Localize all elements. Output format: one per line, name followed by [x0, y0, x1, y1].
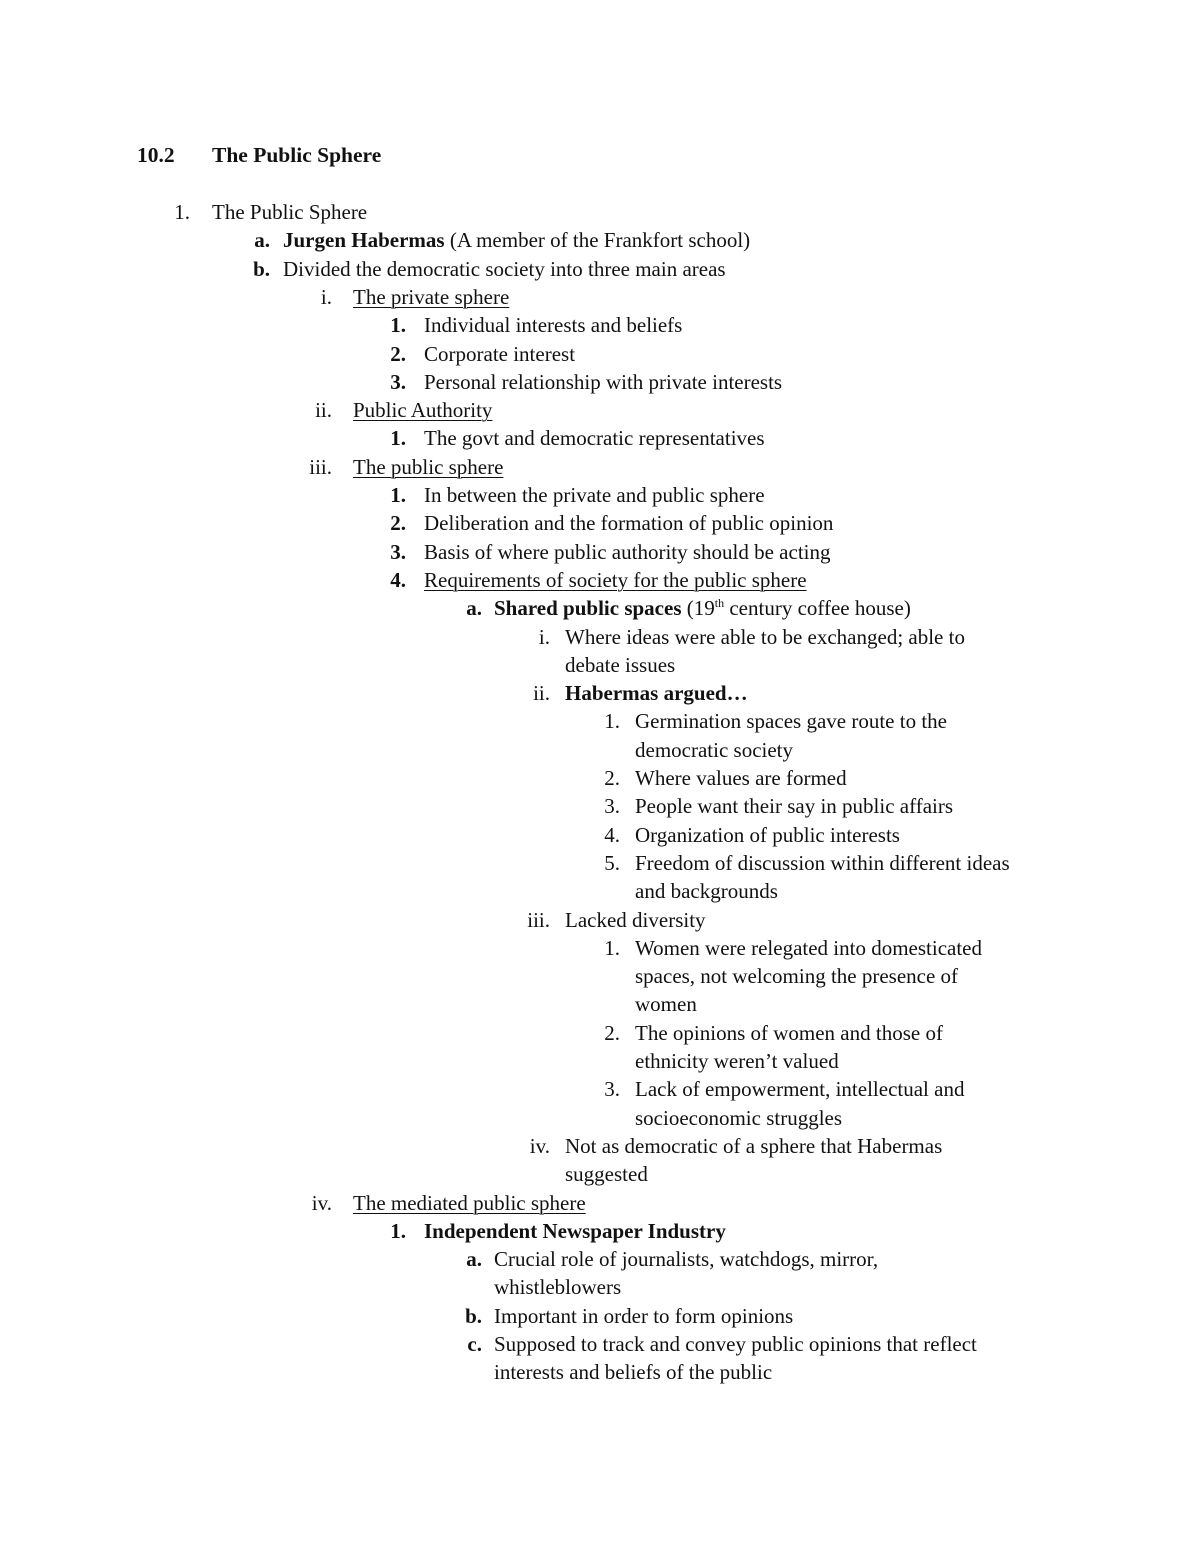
outline-text [424, 538, 831, 566]
outline-marker: 1. [390, 313, 406, 338]
outline-marker: iii. [309, 454, 332, 479]
outline-item [0, 1330, 1200, 1358]
text-segment: Women were relegated into domesticated [635, 935, 983, 960]
outline-item [0, 679, 1200, 707]
outline-item [0, 1075, 1200, 1103]
text-segment: The govt and democratic representatives [424, 426, 765, 451]
outline-item [0, 424, 1200, 452]
outline-item [0, 368, 1200, 396]
text-segment: Basis of where public authority should be acting [424, 539, 831, 564]
outline-marker: 2. [390, 511, 406, 536]
outline-item [0, 1273, 1200, 1301]
text-segment: Germination spaces gave route to the [635, 709, 947, 734]
outline-marker: a. [466, 596, 482, 621]
text-segment: Lacked diversity [565, 907, 706, 932]
outline-text [635, 962, 958, 990]
text-segment: Habermas argued… [565, 681, 748, 706]
text-segment: debate issues [565, 652, 676, 677]
text-segment: Public Authority [353, 398, 493, 423]
text-segment: The Public Sphere [212, 200, 368, 224]
outline-text [635, 1104, 842, 1132]
text-segment: The private sphere [353, 284, 510, 309]
outline-marker: 1. [390, 1218, 406, 1243]
text-segment: and backgrounds [635, 879, 778, 904]
outline-item [0, 1047, 1200, 1075]
outline-text [635, 764, 847, 792]
outline-text [635, 849, 1010, 877]
outline-text [353, 1189, 586, 1217]
outline-marker: 1. [390, 426, 406, 451]
outline-item [0, 481, 1200, 509]
outline-marker: 2. [390, 341, 406, 366]
outline-text [353, 396, 492, 424]
outline-marker: a. [466, 1247, 482, 1272]
outline-text [565, 1160, 648, 1188]
outline-text [424, 481, 765, 509]
outline-item [0, 311, 1200, 339]
outline-item [0, 623, 1200, 651]
text-segment: Important in order to form opinions [494, 1303, 794, 1328]
outline-marker: 2. [604, 766, 620, 790]
outline-item [0, 792, 1200, 820]
outline-item [0, 1189, 1200, 1217]
outline-marker: 3. [390, 539, 406, 564]
outline-item [0, 1358, 1200, 1386]
outline-text [565, 1132, 942, 1160]
outline-item [0, 764, 1200, 792]
text-segment: Organization of public interests [635, 822, 900, 847]
outline-text [635, 1047, 839, 1075]
text-segment: Freedom of discussion within different ideas [635, 850, 1010, 875]
text-segment: People want their say in public affairs [635, 794, 954, 819]
outline-text [565, 679, 748, 707]
section-title: The Public Sphere [212, 143, 382, 167]
text-segment: democratic society [635, 737, 794, 762]
text-segment: century coffee house) [724, 596, 911, 621]
outline-item [0, 1019, 1200, 1047]
outline-item [0, 453, 1200, 481]
outline-text [424, 340, 575, 368]
outline-item [0, 283, 1200, 311]
text-segment: The mediated public sphere [353, 1190, 586, 1215]
outline-text [494, 1245, 878, 1273]
text-segment: Divided the democratic society into three main areas [283, 256, 726, 281]
outline-marker: 4. [604, 822, 620, 847]
outline-item [0, 906, 1200, 934]
text-segment: suggested [565, 1162, 648, 1187]
text-segment: Personal relationship with private interests [424, 369, 783, 394]
outline-marker: iv. [311, 1190, 332, 1215]
outline-text [353, 453, 503, 481]
outline-text [635, 792, 953, 820]
outline-text [494, 1302, 793, 1330]
outline-marker: ii. [533, 681, 550, 706]
outline-item [0, 538, 1200, 566]
outline-item [0, 1245, 1200, 1273]
text-segment: Crucial role of journalists, watchdogs, mirror, [494, 1247, 879, 1272]
outline-item [0, 255, 1200, 283]
text-segment: women [635, 992, 697, 1017]
text-segment: ethnicity weren’t valued [635, 1049, 839, 1073]
outline-marker: b. [465, 1303, 482, 1328]
outline-text [212, 198, 367, 226]
superscript: th [714, 596, 725, 611]
outline-text [494, 1330, 977, 1358]
outline-text [424, 509, 833, 537]
text-segment: (19 [681, 596, 715, 621]
outline-text [283, 255, 726, 283]
outline-item [0, 396, 1200, 424]
outline-text [565, 623, 965, 651]
outline-text [635, 1019, 943, 1047]
outline-marker: b. [253, 256, 270, 281]
text-segment: In between the private and public sphere [424, 483, 765, 507]
outline-item [0, 736, 1200, 764]
section-heading [137, 141, 381, 169]
outline-text [424, 311, 682, 339]
outline-text [353, 283, 509, 311]
outline-item [0, 877, 1200, 905]
outline-marker: 3. [390, 369, 406, 394]
outline-item [0, 962, 1200, 990]
outline-marker: 4. [390, 567, 406, 592]
outline-marker: ii. [315, 398, 332, 423]
outline-item [0, 707, 1200, 735]
outline-marker: iv. [529, 1133, 550, 1158]
outline-item [0, 849, 1200, 877]
outline-text [565, 906, 706, 934]
outline-text [494, 594, 911, 622]
outline-marker: 1. [174, 200, 190, 224]
text-segment: Corporate interest [424, 341, 576, 366]
outline-item [0, 1302, 1200, 1330]
outline-text [635, 707, 947, 735]
outline-item [0, 651, 1200, 679]
outline-marker: 1. [604, 709, 620, 734]
outline-text [424, 1217, 726, 1245]
outline-marker: 1. [604, 935, 620, 960]
outline-item [0, 566, 1200, 594]
text-segment: Supposed to track and convey public opinions that reflect [494, 1332, 977, 1356]
outline-text [635, 736, 793, 764]
outline-text [635, 1075, 964, 1103]
text-segment: Jurgen Habermas [283, 228, 445, 253]
outline-text [424, 368, 782, 396]
outline-text [565, 651, 675, 679]
text-segment: whistleblowers [494, 1275, 622, 1300]
outline-text [424, 566, 807, 594]
text-segment: Requirements of society for the public sphere [424, 567, 807, 592]
outline-item [0, 821, 1200, 849]
outline-marker: iii. [527, 907, 550, 932]
outline-marker: i. [538, 624, 550, 649]
outline-item [0, 1132, 1200, 1160]
outline-item [0, 340, 1200, 368]
outline-item [0, 594, 1200, 622]
outline-marker: c. [467, 1332, 482, 1356]
outline-marker: 3. [604, 794, 620, 819]
outline-marker: 5. [604, 850, 620, 875]
outline-item [0, 990, 1200, 1018]
text-segment: socioeconomic struggles [635, 1105, 843, 1130]
text-segment: Independent Newspaper Industry [424, 1218, 726, 1243]
outline-marker: a. [254, 228, 270, 253]
outline-item [0, 226, 1200, 254]
outline-marker: 2. [604, 1020, 620, 1045]
outline-marker: 1. [390, 483, 406, 507]
text-segment: Not as democratic of a sphere that Habermas [565, 1133, 943, 1158]
outline-marker: i. [320, 284, 332, 309]
text-segment: The opinions of women and those of [635, 1020, 943, 1045]
outline-item [0, 934, 1200, 962]
outline-item [0, 1104, 1200, 1132]
outline-marker: 3. [604, 1077, 620, 1102]
outline-item [0, 1160, 1200, 1188]
text-segment: Individual interests and beliefs [424, 313, 683, 338]
text-segment: Where values are formed [635, 766, 847, 790]
outline-text [635, 990, 697, 1018]
text-segment: The public sphere [353, 454, 504, 479]
text-segment: interests and beliefs of the public [494, 1360, 773, 1385]
text-segment: spaces, not welcoming the presence of [635, 964, 959, 989]
outline-text [424, 424, 765, 452]
text-segment: Where ideas were able to be exchanged; able to [565, 624, 965, 649]
text-segment: Shared public spaces [494, 596, 682, 621]
text-segment: (A member of the Frankfort school) [444, 228, 751, 253]
outline-item [0, 198, 1200, 226]
text-segment: Lack of empowerment, intellectual and [635, 1077, 965, 1102]
outline-text [494, 1358, 772, 1386]
outline-text [283, 226, 750, 254]
outline-text [635, 934, 982, 962]
outline-text [635, 877, 778, 905]
section-number: 10.2 [137, 143, 175, 167]
outline-text [635, 821, 900, 849]
text-segment: Deliberation and the formation of public opinion [424, 511, 834, 536]
outline-item [0, 1217, 1200, 1245]
outline-text [494, 1273, 621, 1301]
outline-item [0, 509, 1200, 537]
